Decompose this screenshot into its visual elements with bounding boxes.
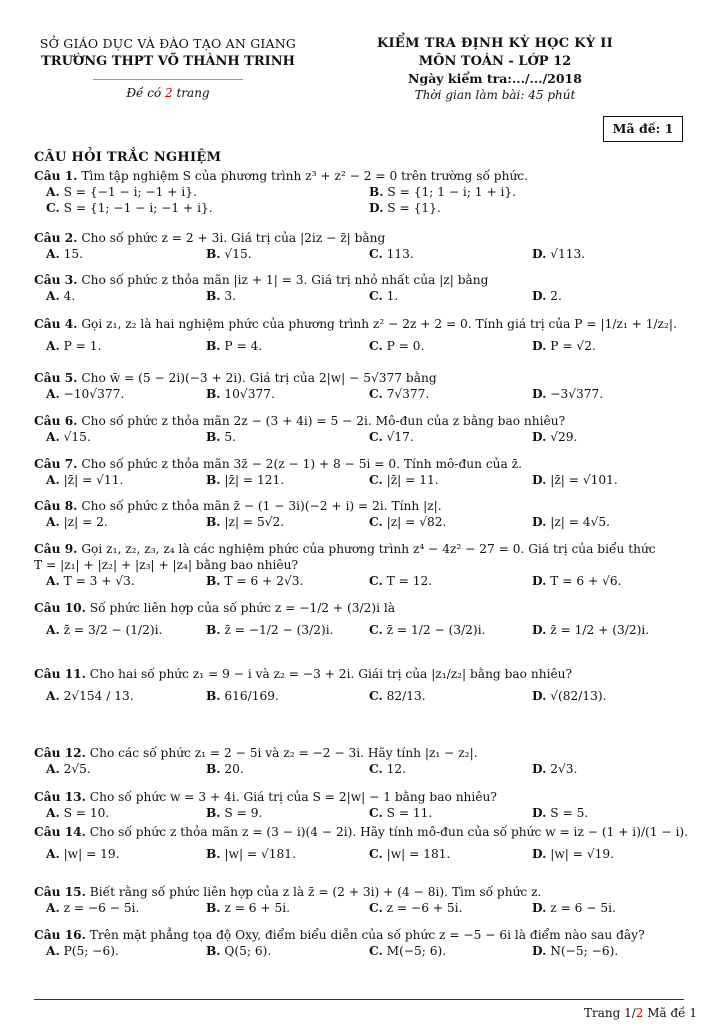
question-number: Câu 7. — [34, 457, 78, 471]
option-row — [34, 386, 694, 402]
option-row — [34, 514, 694, 530]
question-text: Cho số phức z thỏa mãn 3z̄ − 2(z − 1) + 8 − 5i = 0. Tính mô-đun của z̄. — [81, 457, 522, 471]
answer-option-a: A. z̄ = 3/2 − (1/2)i. — [46, 623, 163, 637]
subject: MÔN TOÁN - LỚP 12 — [418, 54, 572, 69]
answer-option-b: B. |z̄| = 121. — [206, 473, 285, 487]
question-stem — [34, 745, 694, 761]
answer-option-d: D. −3√377. — [532, 387, 604, 401]
answer-option-a: A. |z̄| = √11. — [46, 473, 124, 487]
answer-option-c: C. |z̄| = 11. — [369, 473, 439, 487]
option-row — [34, 200, 694, 216]
answer-option-d: D. √113. — [532, 247, 586, 261]
question-text: Cho hai số phức z₁ = 9 − i và z₂ = −3 + 2i. Giái trị của |z₁/z₂| bằng bao nhiêu? — [89, 667, 573, 681]
answer-option-c: C. S = 11. — [369, 806, 433, 820]
question-item — [34, 498, 694, 530]
answer-option-a: A. |w| = 19. — [46, 847, 120, 861]
question-item — [34, 230, 694, 262]
answer-option-a: A. T = 3 + √3. — [46, 574, 135, 588]
question-number: Câu 10. — [34, 601, 86, 615]
answer-option-b: B. |w| = √181. — [206, 847, 296, 861]
question-item — [34, 745, 694, 777]
question-text: Gọi z₁, z₂, z₃, z₄ là các nghiệm phức của phương trình z⁴ − 4z² − 27 = 0. Giá trị của biểu thức — [81, 542, 656, 556]
answer-option-a: A. √15. — [46, 430, 91, 444]
answer-option-c: C. 12. — [369, 762, 406, 776]
question-stem — [34, 541, 694, 557]
question-item — [34, 370, 694, 402]
question-number: Câu 13. — [34, 790, 86, 804]
answer-option-b: B. T = 6 + 2√3. — [206, 574, 304, 588]
answer-option-d: D. |z| = 4√5. — [532, 515, 611, 529]
answer-option-b: B. 616/169. — [206, 689, 279, 703]
question-stem — [34, 666, 694, 682]
section-title: CÂU HỎI TRẮC NGHIỆM — [34, 150, 222, 165]
exam-duration: Thời gian làm bài: 45 phút — [414, 88, 576, 102]
answer-option-c: C. |w| = 181. — [369, 847, 451, 861]
question-number: Câu 4. — [34, 317, 78, 331]
answer-option-c: C. P = 0. — [369, 339, 425, 353]
question-item — [34, 824, 694, 862]
question-text: Cho w̄ = (5 − 2i)(−3 + 2i). Giá trị của 2|w| − 5√377 bằng — [81, 371, 437, 385]
question-stem — [34, 789, 694, 805]
answer-option-a: A. P = 1. — [46, 339, 102, 353]
question-number: Câu 6. — [34, 414, 78, 428]
answer-option-a: A. 2√5. — [46, 762, 91, 776]
question-text: Cho các số phức z₁ = 2 − 5i và z₂ = −2 − 3i. Hãy tính |z₁ − z₂|. — [89, 746, 478, 760]
question-item — [34, 884, 694, 916]
question-item — [34, 316, 694, 354]
option-row — [34, 246, 694, 262]
question-number: Câu 11. — [34, 667, 86, 681]
answer-option-d: D. S = {1}. — [369, 201, 441, 215]
answer-option-b: B. 20. — [206, 762, 244, 776]
option-row — [34, 846, 694, 862]
question-number: Câu 15. — [34, 885, 86, 899]
question-text-continued: T = |z₁| + |z₂| + |z₃| + |z₄| bằng bao nhiêu? — [34, 558, 298, 572]
answer-option-b: B. z = 6 + 5i. — [206, 901, 291, 915]
question-number: Câu 1. — [34, 169, 78, 183]
question-number: Câu 8. — [34, 499, 78, 513]
option-row — [34, 472, 694, 488]
answer-option-b: B. P = 4. — [206, 339, 263, 353]
answer-option-c: C. 7√377. — [369, 387, 430, 401]
option-row — [34, 622, 694, 638]
question-text: Gọi z₁, z₂ là hai nghiệm phức của phương trình z² − 2z + 2 = 0. Tính giá trị của P = |1/z₁ + 1/z₂|. — [81, 317, 677, 331]
answer-option-a: A. 15. — [46, 247, 83, 261]
answer-option-d: D. z̄ = 1/2 + (3/2)i. — [532, 623, 650, 637]
answer-option-d: D. T = 6 + √6. — [532, 574, 622, 588]
page-footer: Trang 1/2 Mã đề 1 — [583, 1006, 697, 1020]
question-stem — [34, 927, 694, 943]
header-right — [355, 36, 635, 102]
question-stem — [34, 456, 694, 472]
answer-option-b: B. 3. — [206, 289, 237, 303]
answer-option-d: D. N(−5; −6). — [532, 944, 619, 958]
answer-option-d: D. |z̄| = √101. — [532, 473, 618, 487]
question-number: Câu 5. — [34, 371, 78, 385]
answer-option-a: A. |z| = 2. — [46, 515, 108, 529]
question-text: Tìm tập nghiệm S của phương trình z³ + z² − 2 = 0 trên trường số phức. — [81, 169, 529, 183]
answer-option-d: D. |w| = √19. — [532, 847, 615, 861]
answer-option-c: C. 82/13. — [369, 689, 426, 703]
answer-option-b: B. 5. — [206, 430, 237, 444]
option-row — [34, 761, 694, 777]
answer-option-a: A. z = −6 − 5i. — [46, 901, 140, 915]
question-stem — [34, 168, 694, 184]
question-number: Câu 12. — [34, 746, 86, 760]
department-name: SỞ GIÁO DỤC VÀ ĐÀO TẠO AN GIANG — [39, 36, 297, 51]
question-item — [34, 600, 694, 638]
option-row — [34, 943, 694, 959]
answer-option-a: A. 2√154 / 13. — [46, 689, 134, 703]
option-row — [34, 688, 694, 704]
header-left — [18, 36, 318, 100]
question-text: Cho số phức z thỏa mãn 2z − (3 + 4i) = 5 − 2i. Mô-đun của z bằng bao nhiêu? — [81, 414, 566, 428]
answer-option-b: B. S = 9. — [206, 806, 263, 820]
question-text: Cho số phức w = 3 + 4i. Giá trị của S = 2|w| − 1 bằng bao nhiêu? — [89, 790, 497, 804]
option-row — [34, 805, 694, 821]
footer-divider — [34, 999, 684, 1000]
answer-option-c: C. z̄ = 1/2 − (3/2)i. — [369, 623, 486, 637]
answer-option-d: D. z = 6 − 5i. — [532, 901, 616, 915]
question-text: Cho số phức z thỏa mãn z = (3 − i)(4 − 2i). Hãy tính mô-đun của số phức w = iz − (1 + i)/(1 − i). — [89, 825, 689, 839]
question-stem — [34, 272, 694, 288]
answer-option-a: A. S = 10. — [46, 806, 110, 820]
answer-option-c: C. T = 12. — [369, 574, 433, 588]
question-item — [34, 927, 694, 959]
answer-option-c: C. z = −6 + 5i. — [369, 901, 463, 915]
answer-option-d: D. √29. — [532, 430, 578, 444]
exam-title: KIỂM TRA ĐỊNH KỲ HỌC KỲ II — [376, 36, 614, 51]
answer-option-d: D. 2√3. — [532, 762, 578, 776]
option-row — [34, 288, 694, 304]
question-text: Biết rằng số phức liên hợp của z là z̄ = (2 + 3i) + (4 − 8i). Tìm số phức z. — [89, 885, 542, 899]
question-stem — [34, 230, 694, 246]
answer-option-c: C. |z| = √82. — [369, 515, 447, 529]
question-stem — [34, 884, 694, 900]
answer-option-d: D. 2. — [532, 289, 562, 303]
option-row — [34, 184, 694, 200]
question-number: Câu 14. — [34, 825, 86, 839]
school-name: TRƯỜNG THPT VÕ THÀNH TRINH — [41, 54, 295, 69]
answer-option-c: C. √17. — [369, 430, 414, 444]
answer-option-b: B. Q(5; 6). — [206, 944, 272, 958]
option-row — [34, 429, 694, 445]
question-text: Trên mặt phẳng tọa độ Oxy, điểm biểu diễn của số phức z = −5 − 6i là điểm nào sau đây? — [89, 928, 645, 942]
exam-code-box: Mã đề: 1 — [603, 116, 683, 142]
answer-option-d: D. √(82/13). — [532, 689, 607, 703]
answer-option-a: A. 4. — [46, 289, 76, 303]
question-item — [34, 168, 694, 216]
question-stem — [34, 370, 694, 386]
question-text: Cho số phức z thỏa mãn z̄ − (1 − 3i)(−2 + i) = 2i. Tính |z|. — [81, 499, 442, 513]
option-row — [34, 573, 694, 589]
exam-date: Ngày kiểm tra:.../.../2018 — [408, 71, 582, 86]
question-stem — [34, 413, 694, 429]
question-stem — [34, 316, 694, 332]
question-item — [34, 541, 694, 589]
page-count-note: Đề có 2 trang — [126, 86, 210, 100]
option-row — [34, 338, 694, 354]
question-number: Câu 16. — [34, 928, 86, 942]
answer-option-b: B. 10√377. — [206, 387, 275, 401]
answer-option-d: D. P = √2. — [532, 339, 596, 353]
question-item — [34, 413, 694, 445]
question-stem — [34, 600, 694, 616]
answer-option-a: A. P(5; −6). — [46, 944, 119, 958]
answer-option-d: D. S = 5. — [532, 806, 589, 820]
answer-option-c: C. 113. — [369, 247, 414, 261]
option-row — [34, 900, 694, 916]
answer-option-b: B. z̄ = −1/2 − (3/2)i. — [206, 623, 334, 637]
answer-option-b: B. √15. — [206, 247, 252, 261]
answer-option-b: B. S = {1; 1 − i; 1 + i}. — [369, 185, 517, 199]
answer-option-b: B. |z| = 5√2. — [206, 515, 285, 529]
question-number: Câu 3. — [34, 273, 78, 287]
question-text: Cho số phức z thỏa mãn |iz + 1| = 3. Giá trị nhỏ nhất của |z| bằng — [81, 273, 489, 287]
question-item — [34, 456, 694, 488]
answer-option-a: A. −10√377. — [46, 387, 125, 401]
question-stem — [34, 824, 694, 840]
answer-option-c: C. 1. — [369, 289, 399, 303]
question-item — [34, 272, 694, 304]
answer-option-c: C. S = {1; −1 − i; −1 + i}. — [46, 201, 213, 215]
question-number: Câu 9. — [34, 542, 78, 556]
answer-option-a: A. S = {−1 − i; −1 + i}. — [46, 185, 197, 199]
question-item — [34, 789, 694, 821]
question-item — [34, 666, 694, 704]
question-text: Số phức liên hợp của số phức z = −1/2 + (3/2)i là — [89, 601, 396, 615]
question-stem — [34, 498, 694, 514]
header-divider — [93, 79, 243, 80]
answer-option-c: C. M(−5; 6). — [369, 944, 447, 958]
question-text: Cho số phức z = 2 + 3i. Giá trị của |2iz − z̄| bằng — [81, 231, 386, 245]
question-number: Câu 2. — [34, 231, 78, 245]
